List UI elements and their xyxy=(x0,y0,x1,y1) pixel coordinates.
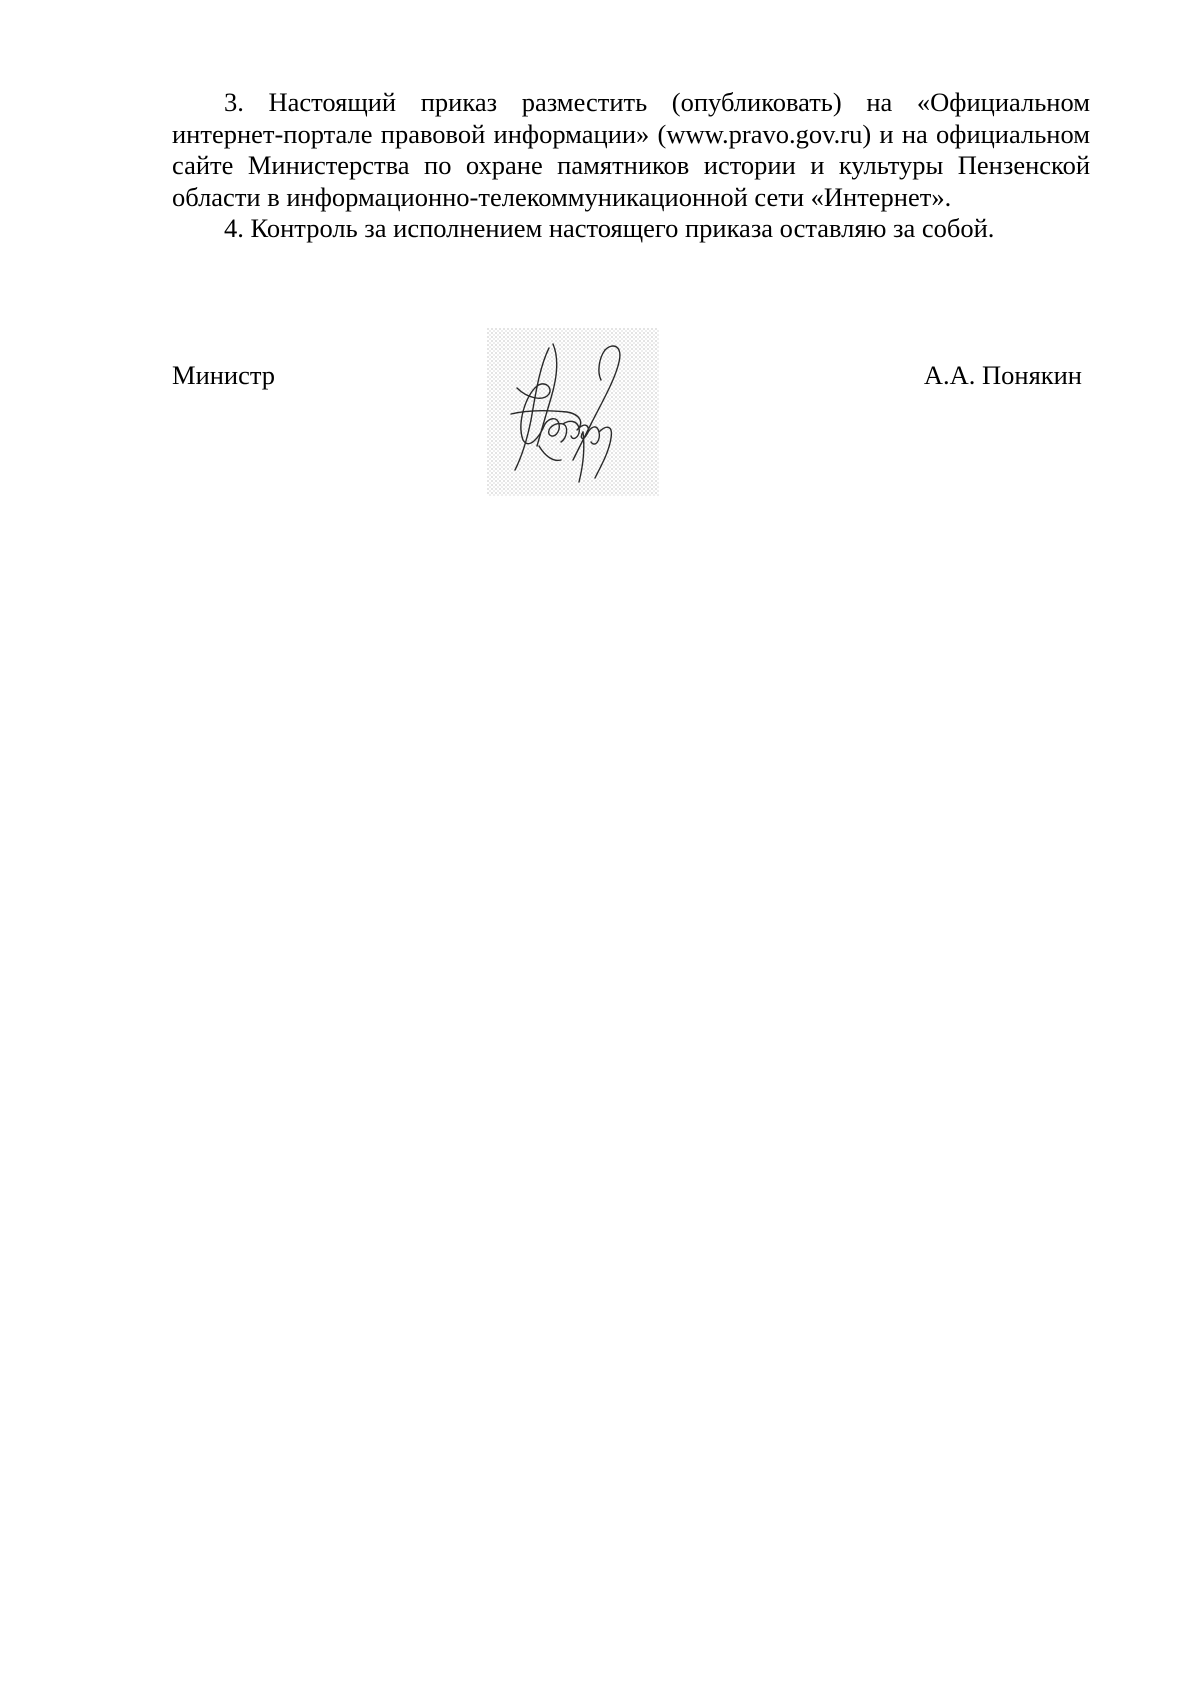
document-body xyxy=(172,87,1090,245)
paragraph-4-text: Контроль за исполнением настоящего приказа оставляю за собой. xyxy=(250,213,995,243)
paragraph-4-number: 4. xyxy=(224,213,244,243)
handwritten-signature-icon xyxy=(487,328,659,496)
paragraph-3 xyxy=(172,87,1090,213)
signatory-position: Министр xyxy=(172,360,276,390)
paragraph-3-number: 3. xyxy=(224,87,244,117)
paragraph-4 xyxy=(172,213,1090,245)
paragraph-3-text: Настоящий приказ разместить (опубликовать) на «Официальном интернет-портале правовой информации» (www.pravo.gov.ru) и на официальном сайте Министерства по охране памятников истории и культуры Пензенской области в информационно-телекоммуникационной сети «Интернет». xyxy=(172,87,1091,212)
signatory-name: А.А. Понякин xyxy=(923,360,1082,390)
